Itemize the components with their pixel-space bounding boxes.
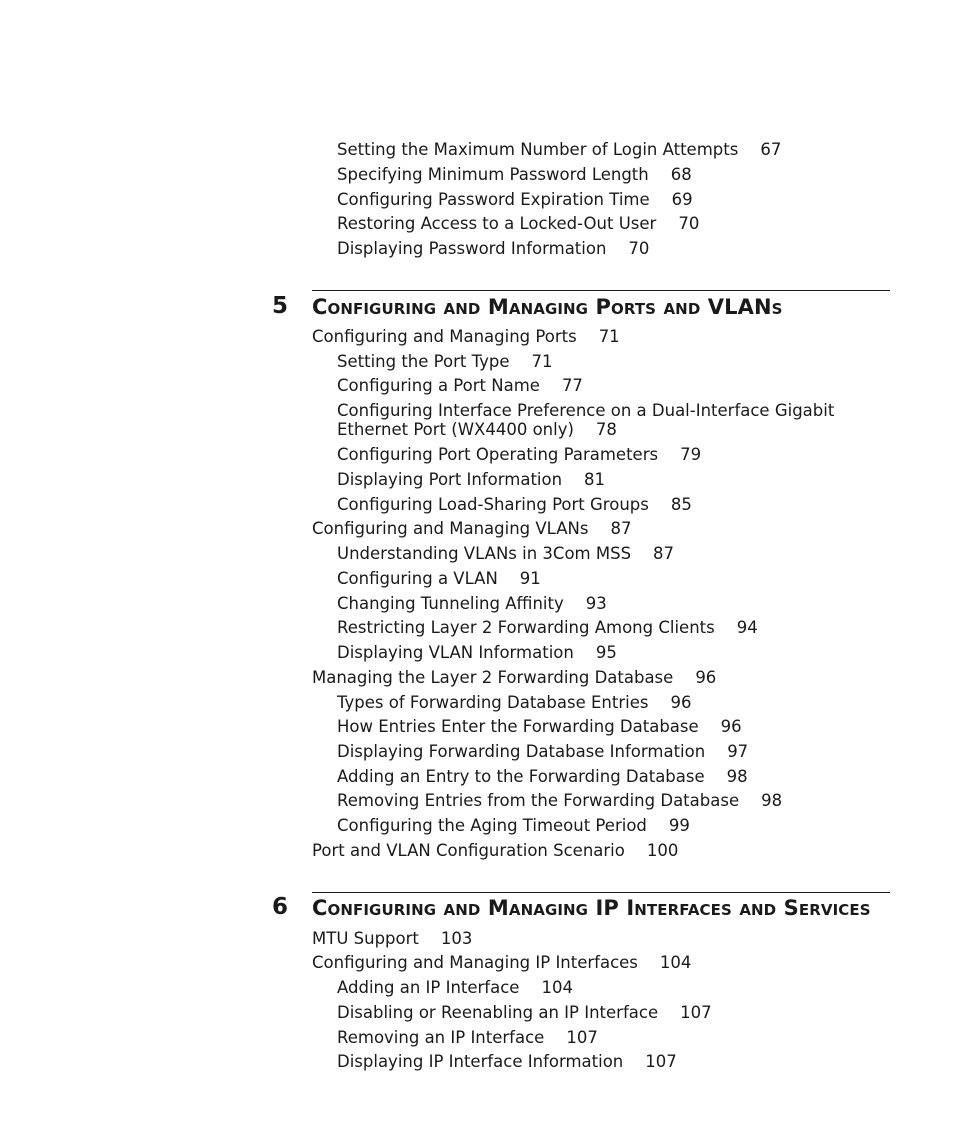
entry-title: Adding an Entry to the Forwarding Database xyxy=(337,767,705,786)
entry-title: Configuring and Managing Ports xyxy=(312,327,577,346)
toc-entry[interactable] xyxy=(337,214,699,233)
entry-page: 97 xyxy=(727,742,749,761)
entry-page: 93 xyxy=(585,594,607,613)
entry-page: 94 xyxy=(736,618,758,637)
entry-page: 104 xyxy=(541,978,573,997)
entry-title: Configuring Load-Sharing Port Groups xyxy=(337,495,649,514)
entry-title: Restoring Access to a Locked-Out User xyxy=(337,214,657,233)
toc-entry[interactable] xyxy=(337,791,782,810)
entry-page: 77 xyxy=(561,376,583,395)
toc-entry[interactable] xyxy=(337,742,748,761)
toc-entry[interactable] xyxy=(337,445,701,464)
toc-entry[interactable] xyxy=(337,165,692,184)
entry-page: 70 xyxy=(678,214,700,233)
entry-title: Specifying Minimum Password Length xyxy=(337,165,649,184)
chapter-divider xyxy=(312,290,890,291)
entry-page: 100 xyxy=(646,841,679,860)
entry-page: 81 xyxy=(584,470,606,489)
toc-entry[interactable] xyxy=(337,594,607,613)
entry-page: 103 xyxy=(440,929,473,948)
toc-entry[interactable] xyxy=(337,643,617,662)
toc-entry[interactable] xyxy=(312,519,631,538)
toc-entry[interactable] xyxy=(312,841,678,860)
entry-title: Port and VLAN Configuration Scenario xyxy=(312,841,625,860)
entry-page: 69 xyxy=(671,190,693,209)
entry-title: Displaying Forwarding Database Information xyxy=(337,742,706,761)
chapter-number: 6 xyxy=(272,894,289,920)
entry-page: 71 xyxy=(531,352,553,371)
chapter-divider xyxy=(312,892,890,893)
entry-title: Displaying IP Interface Information xyxy=(337,1052,624,1071)
toc-entry[interactable] xyxy=(312,668,716,687)
entry-page: 68 xyxy=(670,165,692,184)
entry-title: How Entries Enter the Forwarding Database xyxy=(337,717,699,736)
entry-page: 96 xyxy=(670,693,692,712)
toc-entry[interactable] xyxy=(337,190,693,209)
toc-entry[interactable] xyxy=(337,717,742,736)
entry-page: 71 xyxy=(598,327,620,346)
entry-page: 107 xyxy=(645,1052,677,1071)
entry-title: Configuring Password Expiration Time xyxy=(337,190,650,209)
entry-title: Configuring a Port Name xyxy=(337,376,540,395)
entry-title: Displaying Password Information xyxy=(337,239,607,258)
entry-title: Configuring the Aging Timeout Period xyxy=(337,816,647,835)
entry-page: 107 xyxy=(566,1028,598,1047)
entry-title: Setting the Port Type xyxy=(337,352,510,371)
toc-entry[interactable] xyxy=(337,495,692,514)
entry-title: Configuring and Managing IP Interfaces xyxy=(312,953,638,972)
toc-entry[interactable] xyxy=(337,1003,712,1022)
toc-entry[interactable] xyxy=(337,1052,677,1071)
entry-page: 98 xyxy=(761,791,783,810)
entry-page: 98 xyxy=(726,767,748,786)
entry-title: Understanding VLANs in 3Com MSS xyxy=(337,544,632,563)
entry-title: Setting the Maximum Number of Login Attempts xyxy=(337,140,739,159)
entry-title: Removing Entries from the Forwarding Database xyxy=(337,791,740,810)
entry-title: Managing the Layer 2 Forwarding Database xyxy=(312,668,674,687)
entry-page: 107 xyxy=(680,1003,712,1022)
entry-title: Adding an IP Interface xyxy=(337,978,520,997)
toc-entry[interactable] xyxy=(312,929,472,948)
toc-entry[interactable] xyxy=(337,376,583,395)
entry-title: Removing an IP Interface xyxy=(337,1028,545,1047)
toc-entry[interactable] xyxy=(337,618,758,637)
entry-page: 85 xyxy=(670,495,692,514)
chapter-title[interactable]: Configuring and Managing IP Interfaces and Services xyxy=(312,896,871,920)
entry-page: 79 xyxy=(680,445,702,464)
entry-page: 91 xyxy=(519,569,541,588)
toc-entry[interactable] xyxy=(337,470,605,489)
toc-entry[interactable] xyxy=(337,352,553,371)
toc-entry[interactable] xyxy=(337,401,877,439)
toc-entry[interactable] xyxy=(337,1028,598,1047)
entry-title: Configuring a VLAN xyxy=(337,569,498,588)
entry-title: Restricting Layer 2 Forwarding Among Clients xyxy=(337,618,715,637)
entry-page: 87 xyxy=(653,544,675,563)
toc-entry[interactable] xyxy=(337,140,781,159)
entry-title: Configuring Interface Preference on a Dual-Interface Gigabit Ethernet Port (WX4400 only) xyxy=(337,401,835,439)
chapter-title[interactable]: Configuring and Managing Ports and VLANs xyxy=(312,295,783,319)
entry-title: Displaying Port Information xyxy=(337,470,563,489)
entry-page: 99 xyxy=(668,816,690,835)
entry-page: 96 xyxy=(720,717,742,736)
entry-title: Changing Tunneling Affinity xyxy=(337,594,564,613)
entry-page: 78 xyxy=(595,420,617,439)
toc-entry[interactable] xyxy=(337,239,649,258)
entry-page: 96 xyxy=(695,668,717,687)
entry-page: 67 xyxy=(760,140,782,159)
entry-page: 95 xyxy=(595,643,617,662)
toc-entry[interactable] xyxy=(337,767,748,786)
toc-entry[interactable] xyxy=(337,693,691,712)
entry-title: Types of Forwarding Database Entries xyxy=(337,693,649,712)
toc-entry[interactable] xyxy=(337,569,541,588)
entry-page: 70 xyxy=(628,239,650,258)
toc-entry[interactable] xyxy=(312,953,691,972)
entry-page: 87 xyxy=(610,519,632,538)
entry-title: MTU Support xyxy=(312,929,419,948)
toc-entry[interactable] xyxy=(337,544,674,563)
toc-entry[interactable] xyxy=(337,978,573,997)
toc-entry[interactable] xyxy=(337,816,690,835)
entry-title: Disabling or Reenabling an IP Interface xyxy=(337,1003,659,1022)
entry-title: Configuring Port Operating Parameters xyxy=(337,445,659,464)
entry-title: Configuring and Managing VLANs xyxy=(312,519,589,538)
entry-page: 104 xyxy=(659,953,692,972)
entry-title: Displaying VLAN Information xyxy=(337,643,574,662)
chapter-number: 5 xyxy=(272,293,289,319)
toc-entry[interactable] xyxy=(312,327,620,346)
